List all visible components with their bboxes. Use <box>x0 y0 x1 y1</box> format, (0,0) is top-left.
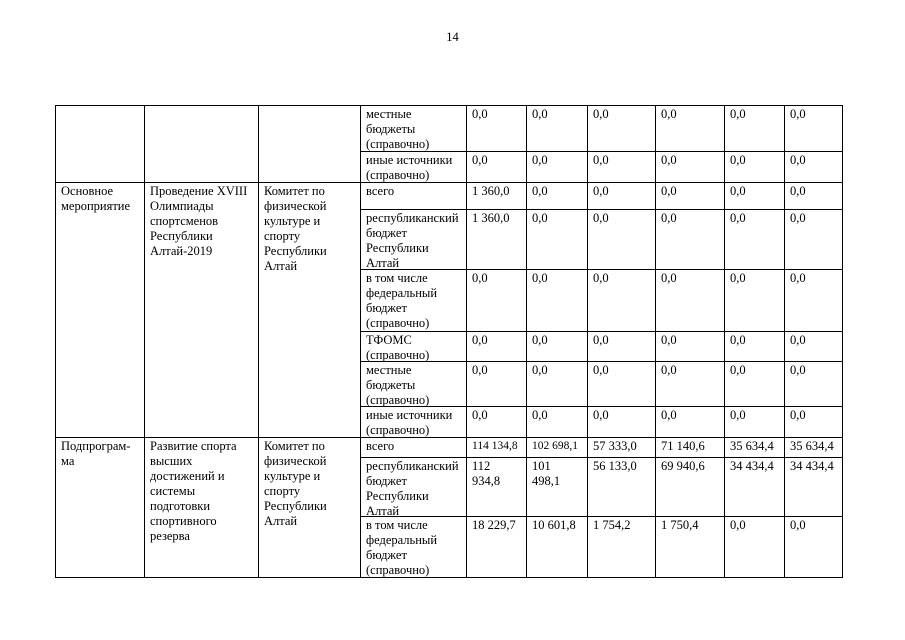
amount-cell: 0,0 <box>527 332 588 362</box>
amount-cell: 0,0 <box>527 270 588 332</box>
activity-name: Проведение XVIII Олимпиады спортсменов Республики Алтай-2019 <box>145 183 259 438</box>
budget-table <box>55 105 843 578</box>
amount-cell: 0,0 <box>588 270 656 332</box>
amount-cell: 35 634,4 <box>725 438 785 458</box>
funding-source: всего <box>361 183 467 210</box>
amount-cell: 18 229,7 <box>467 517 527 578</box>
amount-cell: 0,0 <box>725 332 785 362</box>
responsible-executor: Комитет по физической культуре и спорту Республики Алтай <box>259 438 361 578</box>
amount-cell: 0,0 <box>467 362 527 407</box>
amount-cell: 0,0 <box>656 210 725 270</box>
funding-source: иные источники (справочно) <box>361 407 467 438</box>
amount-cell: 1 360,0 <box>467 210 527 270</box>
amount-cell: 0,0 <box>656 106 725 152</box>
page-number: 14 <box>446 30 459 44</box>
amount-cell: 114 134,8 <box>467 438 527 458</box>
funding-source: в том числе федеральный бюджет (справочно) <box>361 517 467 578</box>
amount-cell: 0,0 <box>725 106 785 152</box>
amount-cell: 0,0 <box>725 183 785 210</box>
amount-cell: 0,0 <box>588 210 656 270</box>
amount-cell: 34 434,4 <box>785 458 843 517</box>
amount-cell: 0,0 <box>656 332 725 362</box>
amount-cell: 0,0 <box>785 152 843 183</box>
funding-source: в том числе федеральный бюджет (справочно) <box>361 270 467 332</box>
amount-cell: 0,0 <box>725 362 785 407</box>
amount-cell: 0,0 <box>588 152 656 183</box>
amount-cell: 0,0 <box>588 183 656 210</box>
amount-cell: 0,0 <box>725 210 785 270</box>
amount-cell: 0,0 <box>785 270 843 332</box>
activity-type: Подпрограм- ма <box>56 438 145 578</box>
empty-cell <box>56 106 145 183</box>
amount-cell: 1 360,0 <box>467 183 527 210</box>
amount-cell: 0,0 <box>527 106 588 152</box>
funding-source: всего <box>361 438 467 458</box>
activity-name: Развитие спорта высших достижений и системы подготовки спортивного резерва <box>145 438 259 578</box>
funding-source: ТФОМС (справочно) <box>361 332 467 362</box>
amount-cell: 0,0 <box>725 407 785 438</box>
amount-cell: 71 140,6 <box>656 438 725 458</box>
empty-cell <box>259 106 361 183</box>
amount-cell: 101 498,1 <box>527 458 588 517</box>
amount-cell: 0,0 <box>588 407 656 438</box>
amount-cell: 0,0 <box>467 270 527 332</box>
amount-cell: 0,0 <box>656 362 725 407</box>
amount-cell: 0,0 <box>467 407 527 438</box>
amount-cell: 0,0 <box>656 183 725 210</box>
amount-cell: 34 434,4 <box>725 458 785 517</box>
amount-cell: 0,0 <box>527 183 588 210</box>
amount-cell: 0,0 <box>785 210 843 270</box>
amount-cell: 0,0 <box>785 332 843 362</box>
amount-cell: 0,0 <box>527 210 588 270</box>
amount-cell: 0,0 <box>467 152 527 183</box>
funding-source: местные бюджеты (справочно) <box>361 362 467 407</box>
funding-source: республиканский бюджет Республики Алтай <box>361 458 467 517</box>
amount-cell: 0,0 <box>785 517 843 578</box>
amount-cell: 35 634,4 <box>785 438 843 458</box>
amount-cell: 0,0 <box>785 106 843 152</box>
amount-cell: 0,0 <box>656 407 725 438</box>
amount-cell: 102 698,1 <box>527 438 588 458</box>
amount-cell: 0,0 <box>527 152 588 183</box>
funding-source: местные бюджеты (справочно) <box>361 106 467 152</box>
amount-cell: 0,0 <box>588 362 656 407</box>
amount-cell: 0,0 <box>725 152 785 183</box>
amount-cell: 69 940,6 <box>656 458 725 517</box>
responsible-executor: Комитет по физической культуре и спорту Республики Алтай <box>259 183 361 438</box>
amount-cell: 0,0 <box>785 362 843 407</box>
amount-cell: 0,0 <box>656 152 725 183</box>
amount-cell: 0,0 <box>527 362 588 407</box>
amount-cell: 57 333,0 <box>588 438 656 458</box>
activity-type: Основное мероприятие <box>56 183 145 438</box>
amount-cell: 0,0 <box>527 407 588 438</box>
amount-cell: 10 601,8 <box>527 517 588 578</box>
amount-cell: 0,0 <box>725 270 785 332</box>
amount-cell: 56 133,0 <box>588 458 656 517</box>
funding-source: республиканский бюджет Республики Алтай <box>361 210 467 270</box>
amount-cell: 1 754,2 <box>588 517 656 578</box>
funding-source: иные источники (справочно) <box>361 152 467 183</box>
amount-cell: 0,0 <box>656 270 725 332</box>
amount-cell: 0,0 <box>588 106 656 152</box>
amount-cell: 112 934,8 <box>467 458 527 517</box>
amount-cell: 1 750,4 <box>656 517 725 578</box>
amount-cell: 0,0 <box>588 332 656 362</box>
empty-cell <box>145 106 259 183</box>
amount-cell: 0,0 <box>785 407 843 438</box>
amount-cell: 0,0 <box>467 106 527 152</box>
amount-cell: 0,0 <box>785 183 843 210</box>
amount-cell: 0,0 <box>725 517 785 578</box>
amount-cell: 0,0 <box>467 332 527 362</box>
